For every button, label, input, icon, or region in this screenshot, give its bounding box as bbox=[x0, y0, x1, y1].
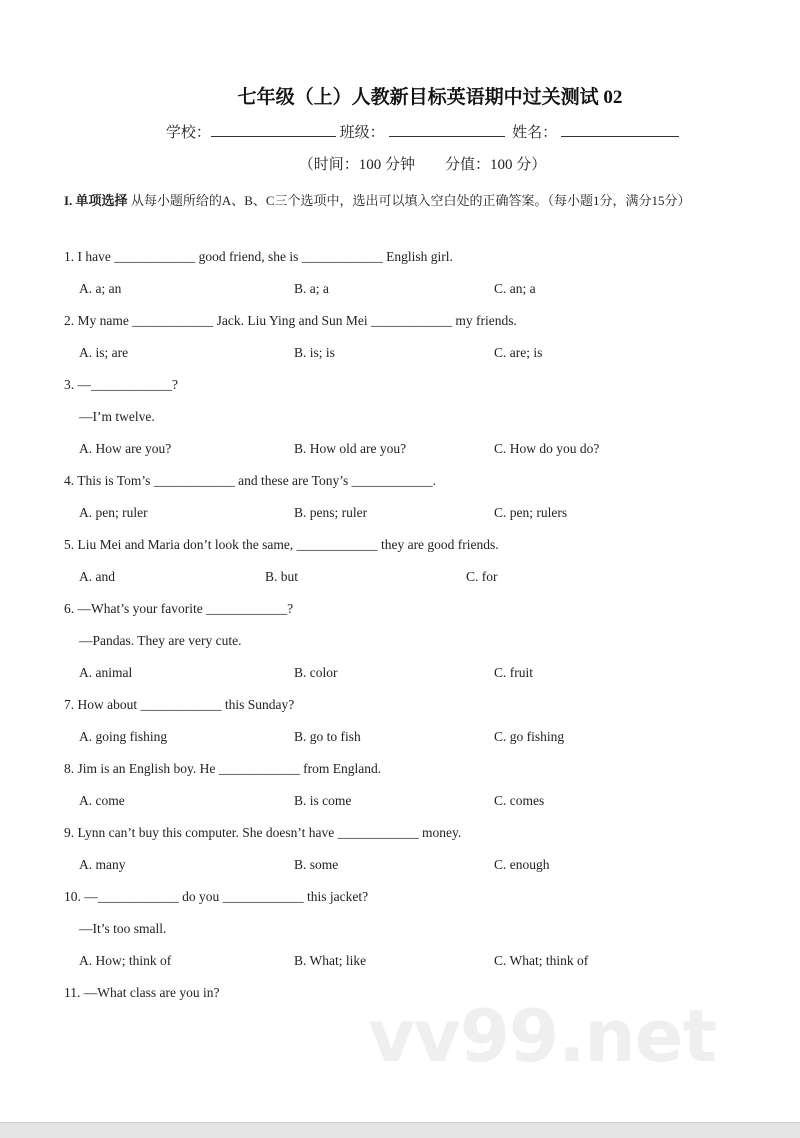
answer-option: B. a; a bbox=[294, 281, 329, 296]
student-info bbox=[0, 121, 800, 142]
answer-option: B. go to fish bbox=[294, 729, 361, 744]
answer-option: C. pen; rulers bbox=[494, 505, 568, 520]
question-stem: 5. Liu Mei and Maria don’t look the same, ____________ they are good friends. bbox=[64, 537, 499, 552]
answer-option: C. for bbox=[466, 569, 498, 584]
answer-option: C. an; a bbox=[494, 281, 536, 296]
name-label: 姓名： bbox=[512, 125, 558, 141]
answer-option: B. is; is bbox=[294, 345, 335, 360]
question-stem: 2. My name ____________ Jack. Liu Ying and Sun Mei ____________ my friends. bbox=[64, 313, 517, 328]
answer-option: B. pens; ruler bbox=[294, 505, 368, 520]
answer-option: A. many bbox=[79, 857, 126, 872]
section-header bbox=[64, 186, 734, 216]
answer-option: A. How; think of bbox=[79, 953, 172, 968]
answer-option: A. going fishing bbox=[79, 729, 168, 744]
answer-option: A. pen; ruler bbox=[79, 505, 148, 520]
answer-option: A. a; an bbox=[79, 281, 122, 296]
question-stem: 8. Jim is an English boy. He ____________ from England. bbox=[64, 761, 382, 776]
answer-option: B. is come bbox=[294, 793, 352, 808]
time-score: （时间：100 分钟 分值：100 分） bbox=[298, 157, 547, 173]
section-heading: I. 单项选择 bbox=[64, 193, 128, 208]
answer-option: C. comes bbox=[494, 793, 545, 808]
dialogue-line: —Pandas. They are very cute. bbox=[79, 633, 242, 648]
question-stem: 10. —____________ do you ____________ this jacket? bbox=[64, 889, 369, 904]
answer-option: A. animal bbox=[79, 665, 133, 680]
class-blank bbox=[389, 122, 505, 137]
dialogue-line: —It’s too small. bbox=[79, 921, 167, 936]
question-stem: 6. —What’s your favorite ____________? bbox=[64, 601, 294, 616]
dialogue-line: —I’m twelve. bbox=[79, 409, 155, 424]
page-footer-bar bbox=[0, 1122, 800, 1138]
answer-option: C. fruit bbox=[494, 665, 533, 680]
answer-option: C. are; is bbox=[494, 345, 543, 360]
watermark: vv99.net bbox=[368, 994, 716, 1078]
answer-option: B. What; like bbox=[294, 953, 367, 968]
answer-option: C. How do you do? bbox=[494, 441, 600, 456]
answer-option: B. color bbox=[294, 665, 338, 680]
school-blank bbox=[211, 122, 336, 137]
answer-option: B. but bbox=[265, 569, 299, 584]
school-label: 学校： bbox=[165, 125, 211, 141]
answer-option: A. come bbox=[79, 793, 125, 808]
answer-option: B. some bbox=[294, 857, 339, 872]
section-instructions: 从每小题所给的A、B、C三个选项中，选出可以填入空白处的正确答案。（每小题1分，满分15分） bbox=[130, 193, 691, 208]
page-title: 七年级（上）人教新目标英语期中过关测试 02 bbox=[237, 87, 623, 108]
answer-option: A. is; are bbox=[79, 345, 129, 360]
question-stem: 7. How about ____________ this Sunday? bbox=[64, 697, 295, 712]
answer-option: A. and bbox=[79, 569, 115, 584]
question-stem: 9. Lynn can’t buy this computer. She doesn’t have ____________ money. bbox=[64, 825, 462, 840]
answer-option: B. How old are you? bbox=[294, 441, 407, 456]
answer-option: A. How are you? bbox=[79, 441, 172, 456]
question-stem: 11. —What class are you in? bbox=[64, 985, 220, 1000]
name-blank bbox=[561, 122, 679, 137]
answer-option: C. enough bbox=[494, 857, 550, 872]
question-stem: 1. I have ____________ good friend, she is ____________ English girl. bbox=[64, 249, 453, 264]
answer-option: C. What; think of bbox=[494, 953, 589, 968]
question-stem: 3. —____________? bbox=[64, 377, 178, 392]
answer-option: C. go fishing bbox=[494, 729, 565, 744]
question-stem: 4. This is Tom’s ____________ and these are Tony’s ____________. bbox=[64, 473, 436, 488]
class-label: 班级： bbox=[339, 125, 385, 141]
